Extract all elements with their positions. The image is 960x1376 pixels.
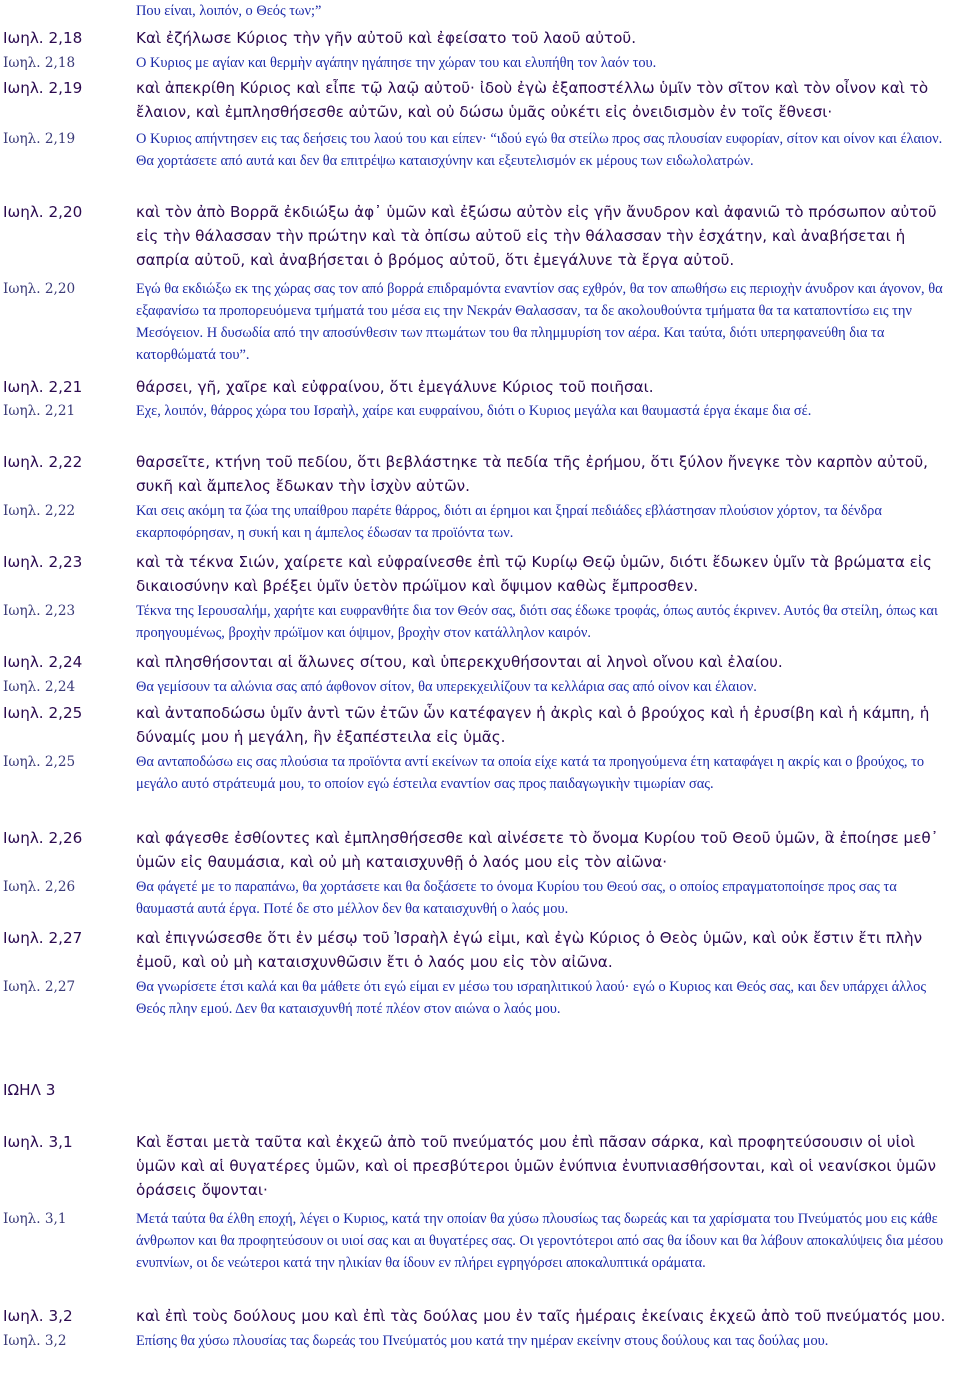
verse-text-ancient: θαρσεῖτε, κτήνη τοῦ πεδίου, ὅτι βεβλάστηκε τὰ πεδία τῆς ἐρήμου, ὅτι ξύλον ἤνεγκε τὸν καρπὸν αὐτοῦ, συκῆ καὶ ἄμπελος ἔδωκαν τὴν ἰσχὺν αὐτῶν. [136, 453, 929, 495]
verse-reference: Ιωηλ. 2,26 [3, 879, 76, 895]
verse-text-modern: Που είναι, λοιπόν, ο Θεός των;” [136, 3, 322, 19]
verse-reference: Ιωηλ. 3,2 [3, 1333, 67, 1349]
verse-reference: Ιωηλ. 2,22 [3, 453, 83, 471]
verse-reference: Ιωηλ. 2,25 [3, 754, 76, 770]
verse-text-ancient: καὶ ἀπεκρίθη Κύριος καὶ εἶπε τῷ λαῷ αὐτοῦ· ἰδοὺ ἐγὼ ἐξαποστέλλω ὑμῖν τὸν σῖτον καὶ τὸν οἶνον καὶ τὸ ἔλαιον, καὶ ἐμπλησθήσεσθε αὐτῶν, καὶ οὐ δώσω ὑμᾶς οὐκέτι εἰς ὀνειδισμὸν ἐν τοῖς ἔθνεσι· [136, 79, 929, 121]
verse-text-modern: Μετά ταύτα θα έλθη εποχή, λέγει ο Κυριος, κατά την οποίαν θα χύσω πλουσίως τας δωρεάς και τα χαρίσματα του Πνεύματός μου εις κάθε άνθρωπον και θα προφητεύσουν οι υιοί σας και αι θυγατέρες σας. Οι γεροντότεροι από σας θα ίδουν και θα λάβουν αποκαλύψεις δια μέσου ενυπνίων, οι δε νεώτεροι κατά την ηλικίαν θα ίδουν εν πλήρει εγρηγόρσει αποκαλυπτικά οράματα. [136, 1211, 944, 1271]
verse-reference: Ιωηλ. 2,19 [3, 79, 83, 97]
verse-text-ancient: καὶ ἐπὶ τοὺς δούλους μου καὶ ἐπὶ τὰς δούλας μου ἐν ταῖς ἡμέραις ἐκείναις ἐκχεῶ ἀπὸ τοῦ πνεύματός μου. [136, 1307, 946, 1325]
verse-reference: Ιωηλ. 2,21 [3, 378, 83, 396]
verse-text-ancient: καὶ τὰ τέκνα Σιών, χαίρετε καὶ εὐφραίνεσθε ἐπὶ τῷ Κυρίῳ Θεῷ ὑμῶν, διότι ἔδωκεν ὑμῖν τὰ βρώματα εἰς δικαιοσύνην καὶ βρέξει ὑμῖν ὑετὸν πρώϊμον καὶ ὄψιμον καθὼς ἔμπροσθεν. [136, 553, 932, 595]
verse-reference: Ιωηλ. 2,23 [3, 603, 76, 619]
verse-text-ancient: καὶ ἀνταποδώσω ὑμῖν ἀντὶ τῶν ἐτῶν ὧν κατέφαγεν ἡ ἀκρὶς καὶ ὁ βρούχος καὶ ἡ ἐρυσίβη καὶ ἡ κάμπη, ἡ δύναμίς μου ἡ μεγάλη, ἣν ἐξαπέστειλα εἰς ὑμᾶς. [136, 704, 930, 746]
verse-reference: Ιωηλ. 2,24 [3, 679, 76, 695]
verse-text-ancient: καὶ πλησθήσονται αἱ ἅλωνες σίτου, καὶ ὑπερεκχυθήσονται αἱ ληνοὶ οἴνου καὶ ἐλαίου. [136, 653, 783, 671]
verse-text-modern: Θα γνωρίσετε έτσι καλά και θα μάθετε ότι εγώ είμαι εν μέσω του ισραηλιτικού λαού· εγώ ο Κυριος και Θεός σας, και δεν υπάρχει άλλος Θεός πλην εμού. Δεν θα καταισχυνθή ποτέ πλέον στον αιώνα ο λαός μου. [136, 979, 927, 1017]
verse-text-modern: Εγώ θα εκδιώξω εκ της χώρας σας τον από βορρά επιδραμόντα εναντίον σας εχθρόν, θα τον απωθήσω εις περιοχὴν άνυδρον και άγονον, θα εξαφανίσω τα προπορευόμενα τμήματά του μέσα εις την Νεκράν Θαλασσαν, τα δε ακολουθούντα τμήματα θα τα καταποντίσω εις την Μεσόγειον. Η δυσωδία από την αποσύνθεσιν των πτωμάτων του θα πλημμυρίση τον αέρα. Και ταύτα, διότι υπερηφανεύθη δια τα κατορθώματά του”. [136, 281, 943, 363]
verse-text-ancient: Καὶ ἔσται μετὰ ταῦτα καὶ ἐκχεῶ ἀπὸ τοῦ πνεύματός μου ἐπὶ πᾶσαν σάρκα, καὶ προφητεύσουσιν οἱ υἱοὶ ὑμῶν καὶ αἱ θυγατέρες ὑμῶν, καὶ οἱ πρεσβύτεροι ὑμῶν ἐνύπνια ἐνυπνιασθήσονται, καὶ οἱ νεανίσκοι ὑμῶν ὁράσεις ὄψονται· [136, 1133, 936, 1199]
verse-text-modern: Τέκνα της Ιερουσαλήμ, χαρήτε και ευφρανθήτε δια τον Θεόν σας, διότι σας έδωκε τροφάς, όπως αυτός έκρινεν. Αυτός θα στείλη, όπως και προηγουμένως, βροχὴν πρώϊμον και όψιμον, βροχὴν στον κατάλληλον καιρόν. [136, 603, 938, 641]
verse-text-ancient: θάρσει, γῆ, χαῖρε καὶ εὐφραίνου, ὅτι ἐμεγάλυνε Κύριος τοῦ ποιῆσαι. [136, 378, 654, 396]
verse-reference: Ιωηλ. 2,25 [3, 704, 83, 722]
verse-reference: Ιωηλ. 3,2 [3, 1307, 73, 1325]
verse-reference: Ιωηλ. 2,21 [3, 403, 76, 419]
verse-reference: Ιωηλ. 2,26 [3, 829, 83, 847]
verse-reference: Ιωηλ. 2,23 [3, 553, 83, 571]
verse-reference: Ιωηλ. 2,20 [3, 281, 76, 297]
verse-reference: Ιωηλ. 2,27 [3, 979, 76, 995]
verse-text-modern: Θα φάγετέ με το παραπάνω, θα χορτάσετε και θα δοξάσετε το όνομα Κυρίου του Θεού σας, ο οποίος επραγματοποίησε προς σας τα θαυμαστά αυτά έργα. Ποτέ δε στο μέλλον δεν θα καταισχυνθή ο λαός μου. [136, 879, 897, 917]
verse-reference: Ιωηλ. 3,1 [3, 1133, 73, 1151]
verse-text-ancient: καὶ ἐπιγνώσεσθε ὅτι ἐν μέσῳ τοῦ Ἰσραὴλ ἐγώ εἰμι, καὶ ἐγὼ Κύριος ὁ Θεὸς ὑμῶν, καὶ οὐκ ἔστιν ἔτι πλὴν ἐμοῦ, καὶ οὐ μὴ καταισχυνθῶσιν ἔτι ὁ λαός μου εἰς τὸν αἰῶνα. [136, 929, 923, 971]
verse-reference: Ιωηλ. 2,20 [3, 203, 83, 221]
verse-reference: Ιωηλ. 2,19 [3, 131, 76, 147]
verse-text-ancient: καὶ τὸν ἀπὸ Βορρᾶ ἐκδιώξω ἀφ᾿ ὑμῶν καὶ ἐξώσω αὐτὸν εἰς γῆν ἄνυδρον καὶ ἀφανιῶ τὸ πρόσωπον αὐτοῦ εἰς τὴν θάλασσαν τὴν πρώτην καὶ τὰ ὀπίσω αὐτοῦ εἰς τὴν θάλασσαν τὴν ἐσχάτην, καὶ ἀναβήσεται ἡ σαπρία αὐτοῦ, καὶ ἀναβήσεται ὁ βρόμος αὐτοῦ, ὅτι ἐμεγάλυνε τὰ ἔργα αὐτοῦ. [136, 203, 937, 269]
verse-text-modern: Θα ανταποδώσω εις σας πλούσια τα προϊόντα αντί εκείνων τα οποία είχε κατά τα προηγούμενα έτη καταφάγει η ακρίς και ο βρούχος, το μεγάλο αυτό στράτευμά μου, το οποίον εγώ έστειλα εναντίον σας προς παιδαγωγικὴν τιμωρίαν σας. [136, 754, 925, 792]
verse-reference: Ιωηλ. 2,18 [3, 29, 83, 47]
verse-reference: Ιωηλ. 3,1 [3, 1211, 67, 1227]
verse-text-modern: Εχε, λοιπόν, θάρρος χώρα του Ισραὴλ, χαίρε και ευφραίνου, διότι ο Κυριος μεγάλα και θαυμαστά έργα έκαμε δια σέ. [136, 403, 812, 419]
chapter-heading: ΙΩΗΛ 3 [3, 1081, 56, 1099]
verse-text-modern: Θα γεμίσουν τα αλώνια σας από άφθονον σίτον, θα υπερεκχειλίζουν τα κελλάρια σας από οίνον και έλαιον. [136, 679, 757, 695]
verse-text-ancient: καὶ φάγεσθε ἐσθίοντες καὶ ἐμπλησθήσεσθε καὶ αἰνέσετε τὸ ὄνομα Κυρίου τοῦ Θεοῦ ὑμῶν, ἃ ἐποίησε μεθ᾿ ὑμῶν εἰς θαυμάσια, καὶ οὐ μὴ καταισχυνθῇ ὁ λαός μου εἰς τὸν αἰῶνα· [136, 829, 939, 871]
verse-text-ancient: Καὶ ἐζήλωσε Κύριος τὴν γῆν αὐτοῦ καὶ ἐφείσατο τοῦ λαοῦ αὐτοῦ. [136, 29, 637, 47]
verse-text-modern: Ο Κυριος με αγίαν και θερμὴν αγάπην ηγάπησε την χώραν του και ελυπήθη τον λαόν του. [136, 55, 657, 71]
verse-text-modern: Και σεις ακόμη τα ζώα της υπαίθρου παρέτε θάρρος, διότι αι έρημοι και ξηραί πεδιάδες εβλάστησαν πλούσιον χόρτον, τα δένδρα εκαρποφόρησαν, η συκή και η άμπελος έδωσαν τα προϊόντα των. [136, 503, 882, 541]
verse-reference: Ιωηλ. 2,27 [3, 929, 83, 947]
verse-text-modern: Επίσης θα χύσω πλουσίας τας δωρεάς του Πνεύματός μου κατά την ημέραν εκείνην στους δούλους και τας δούλας μου. [136, 1333, 829, 1349]
verse-reference: Ιωηλ. 2,22 [3, 503, 76, 519]
verse-reference: Ιωηλ. 2,24 [3, 653, 83, 671]
verse-reference: Ιωηλ. 2,18 [3, 55, 76, 71]
verse-text-modern: Ο Κυριος απήντησεν εις τας δεήσεις του λαού του και είπεν· “ιδού εγώ θα στείλω προς σας πλουσίαν ευφορίαν, σίτον και οίνον και έλαιον. Θα χορτάσετε από αυτά και δεν θα επιτρέψω καταισχύνην και εξευτελισμόν εκ μέρους των ειδωλολατρών. [136, 131, 943, 169]
